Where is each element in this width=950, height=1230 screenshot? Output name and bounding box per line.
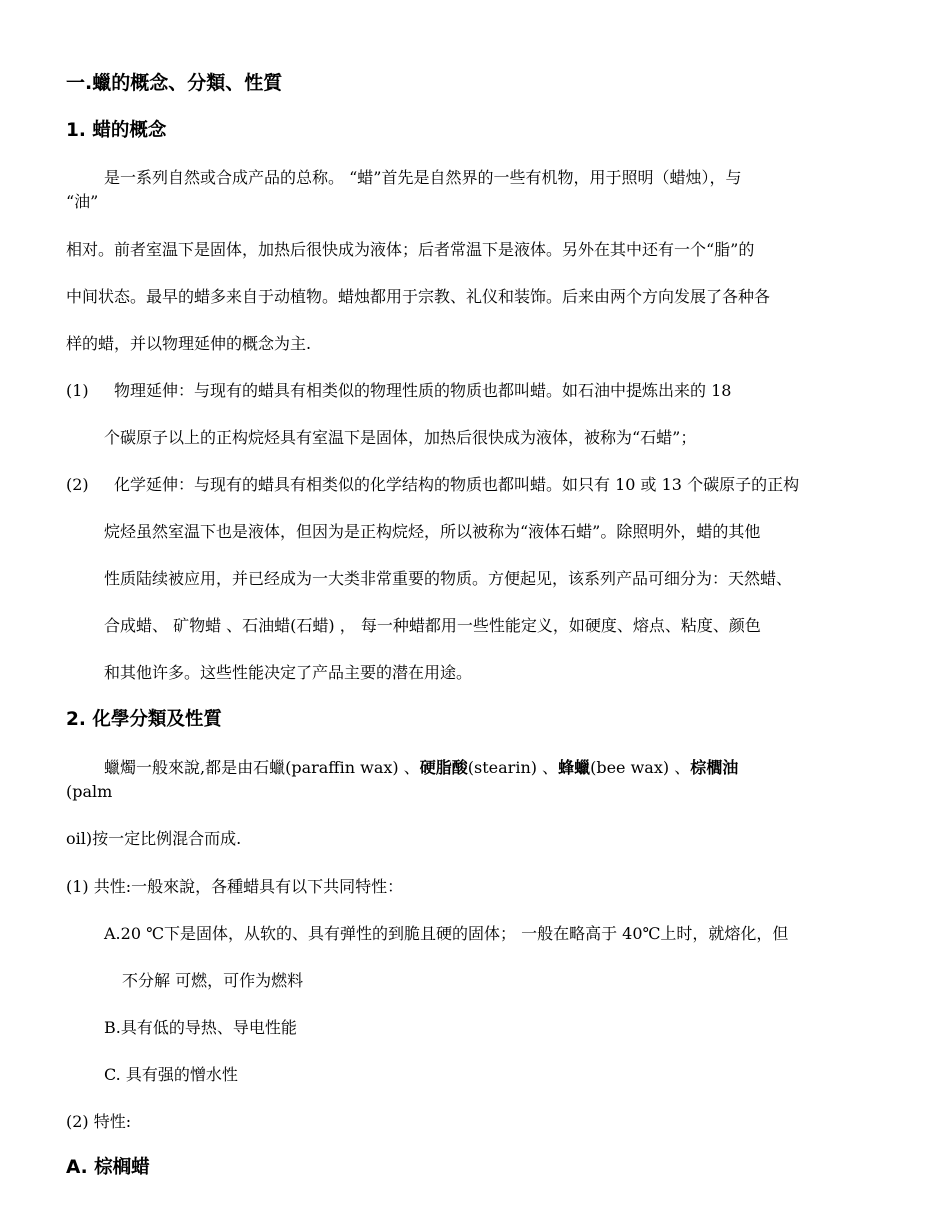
intro-bold-stearin: 硬脂酸 xyxy=(419,758,468,777)
intro-bold-palm-oil: 棕櫚油 xyxy=(690,758,739,777)
common-bold: 各種 xyxy=(211,877,244,896)
main-heading: 一.蠟的概念、分類、性質 xyxy=(66,72,283,94)
item2-line-4: 合成蜡、 矿物蜡 、石油蜡(石蜡) ， 每一种蜡都用一些性能定义，如硬度、熔点、粘度、颜色 xyxy=(104,616,761,635)
intro-text-3: (bee wax) 、 xyxy=(590,758,691,777)
property-c-line: C. 具有强的憎水性 xyxy=(104,1065,238,1084)
common-suffix: 蜡具有以下共同特性： xyxy=(243,877,404,896)
section1-para-line-1: 是一系列自然或合成产品的总称。 “蜡”首先是自然界的一些有机物，用于照明（蜡烛），与 xyxy=(104,168,742,187)
section1-para-line-4: 中间状态。最早的蜡多来自于动植物。蜡烛都用于宗教、礼仪和装饰。后来由两个方向发展了各种各 xyxy=(66,287,771,306)
intro-bold-mixed: 按一定比例混合而成 xyxy=(92,829,237,848)
subsection-a-title: A. 棕榈蜡 xyxy=(66,1157,150,1178)
property-a-line-2: 不分解 可燃，可作为燃料 xyxy=(122,971,304,990)
item2-number: (2) xyxy=(66,475,89,494)
intro-text-1: 蠟燭一般來說,都是由石蠟(paraffin wax) 、 xyxy=(104,758,420,777)
common-properties-line xyxy=(66,877,403,897)
item1-number: (1) xyxy=(66,381,89,400)
special-properties-line: (2) 特性: xyxy=(66,1112,132,1131)
intro-text-4: oil) xyxy=(66,829,93,848)
intro-bold-beeswax: 蜂蠟 xyxy=(558,758,591,777)
section2-intro-wrap: (palm xyxy=(66,782,113,801)
item2-line-1: 化学延伸：与现有的蜡具有相类似的化学结构的物质也都叫蜡。如只有 10 或 13 个碳原子的正构 xyxy=(114,475,800,494)
common-prefix: (1) 共性:一般來說， xyxy=(66,877,212,896)
section2-intro-line-1 xyxy=(104,758,738,778)
item1-line-1: 物理延伸：与现有的蜡具有相类似的物理性质的物质也都叫蜡。如石油中提炼出来的 18 xyxy=(114,381,732,400)
section2-title: 2. 化學分類及性質 xyxy=(66,709,222,730)
intro-text-5: . xyxy=(236,829,242,848)
item2-line-2: 烷烃虽然室温下也是液体，但因为是正构烷烃，所以被称为“液体石蜡”。除照明外，蜡的其他 xyxy=(104,522,761,541)
property-a-line-1: A.20 ℃下是固体，从软的、具有弹性的到脆且硬的固体； 一般在略高于 40℃上时，就熔化，但 xyxy=(104,924,789,943)
property-b-line: B.具有低的导热、导电性能 xyxy=(104,1018,297,1037)
section2-intro-line-3 xyxy=(66,829,241,849)
section1-para-line-5: 样的蜡，并以物理延伸的概念为主. xyxy=(66,334,312,353)
intro-text-2: (stearin) 、 xyxy=(467,758,559,777)
section1-title: 1. 蜡的概念 xyxy=(66,120,167,141)
item1-line-2: 个碳原子以上的正构烷烃具有室温下是固体，加热后很快成为液体，被称为“石蜡”； xyxy=(104,428,697,447)
item2-line-5: 和其他许多。这些性能决定了产品主要的潜在用途。 xyxy=(104,663,473,682)
section1-para-line-2: “油” xyxy=(66,192,99,211)
section1-para-line-3: 相对。前者室温下是固体，加热后很快成为液体；后者常温下是液体。另外在其中还有一个“脂”的 xyxy=(66,240,755,259)
item2-line-3: 性质陆续被应用，并已经成为一大类非常重要的物质。方便起见，该系列产品可细分为：天然蜡、 xyxy=(104,569,793,588)
